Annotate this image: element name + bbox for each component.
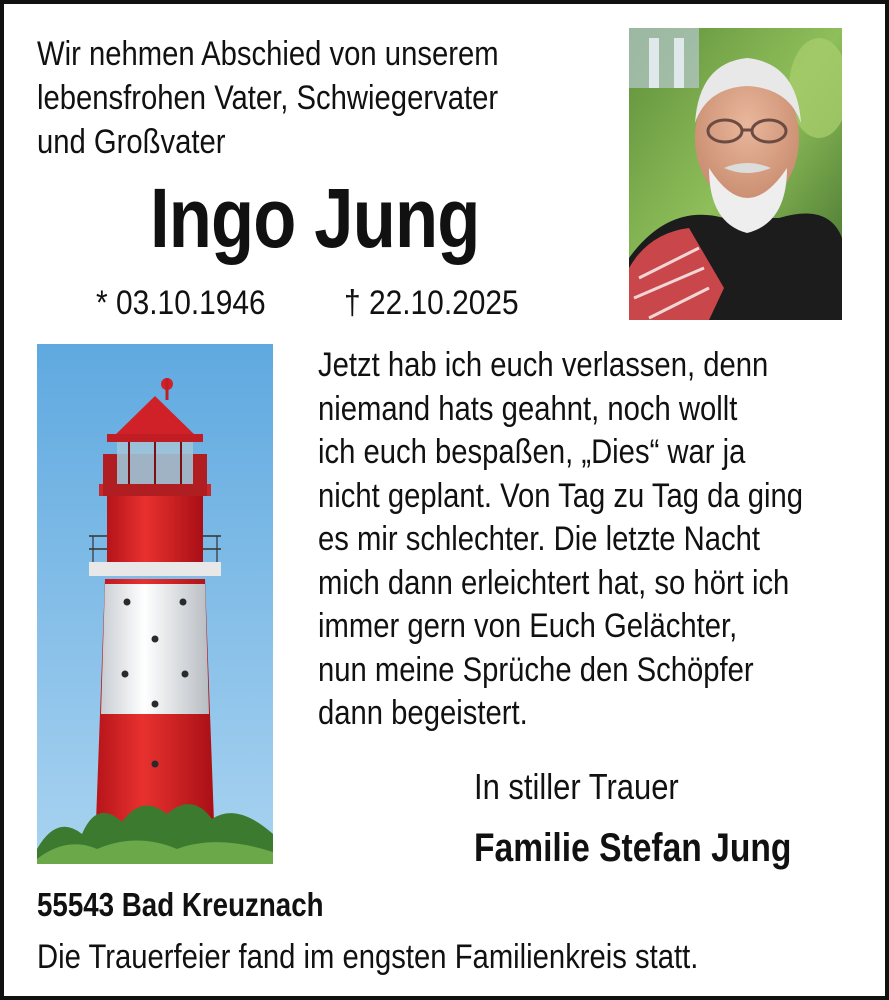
mourning-text: In stiller Trauer — [474, 766, 679, 807]
intro-line: Wir nehmen Abschied von unserem — [37, 35, 499, 73]
poem-line: ich euch bespaßen, „Dies“ war ja — [318, 433, 746, 471]
poem-line: nicht geplant. Von Tag zu Tag da ging — [318, 476, 804, 515]
funeral-notice: Die Trauerfeier fand im engsten Familienkreis statt. — [37, 938, 699, 976]
poem-line: mich dann erleichtert hat, so hört ich — [318, 563, 790, 602]
poem — [318, 344, 882, 736]
intro-line: und Großvater — [37, 123, 226, 161]
poem-line: Jetzt hab ich euch verlassen, denn — [318, 346, 769, 384]
intro-line: lebensfrohen Vater, Schwiegervater — [37, 79, 499, 117]
poem-line: es mir schlechter. Die letzte Nacht — [318, 520, 761, 558]
poem-line: dann begeistert. — [318, 694, 528, 732]
poem-line: niemand hats geahnt, noch wollt — [318, 389, 738, 428]
intro-text — [37, 32, 574, 164]
death-date: † 22.10.2025 — [344, 284, 519, 322]
portrait-photo — [629, 28, 842, 320]
poem-line: immer gern von Euch Gelächter, — [318, 607, 738, 645]
lighthouse-image — [37, 344, 273, 864]
birth-date: * 03.10.1946 — [96, 284, 266, 322]
poem-line: nun meine Sprüche den Schöpfer — [318, 650, 754, 689]
city-line: 55543 Bad Kreuznach — [37, 886, 324, 923]
deceased-name: Ingo Jung — [150, 171, 480, 265]
family-signature: Familie Stefan Jung — [474, 826, 792, 870]
